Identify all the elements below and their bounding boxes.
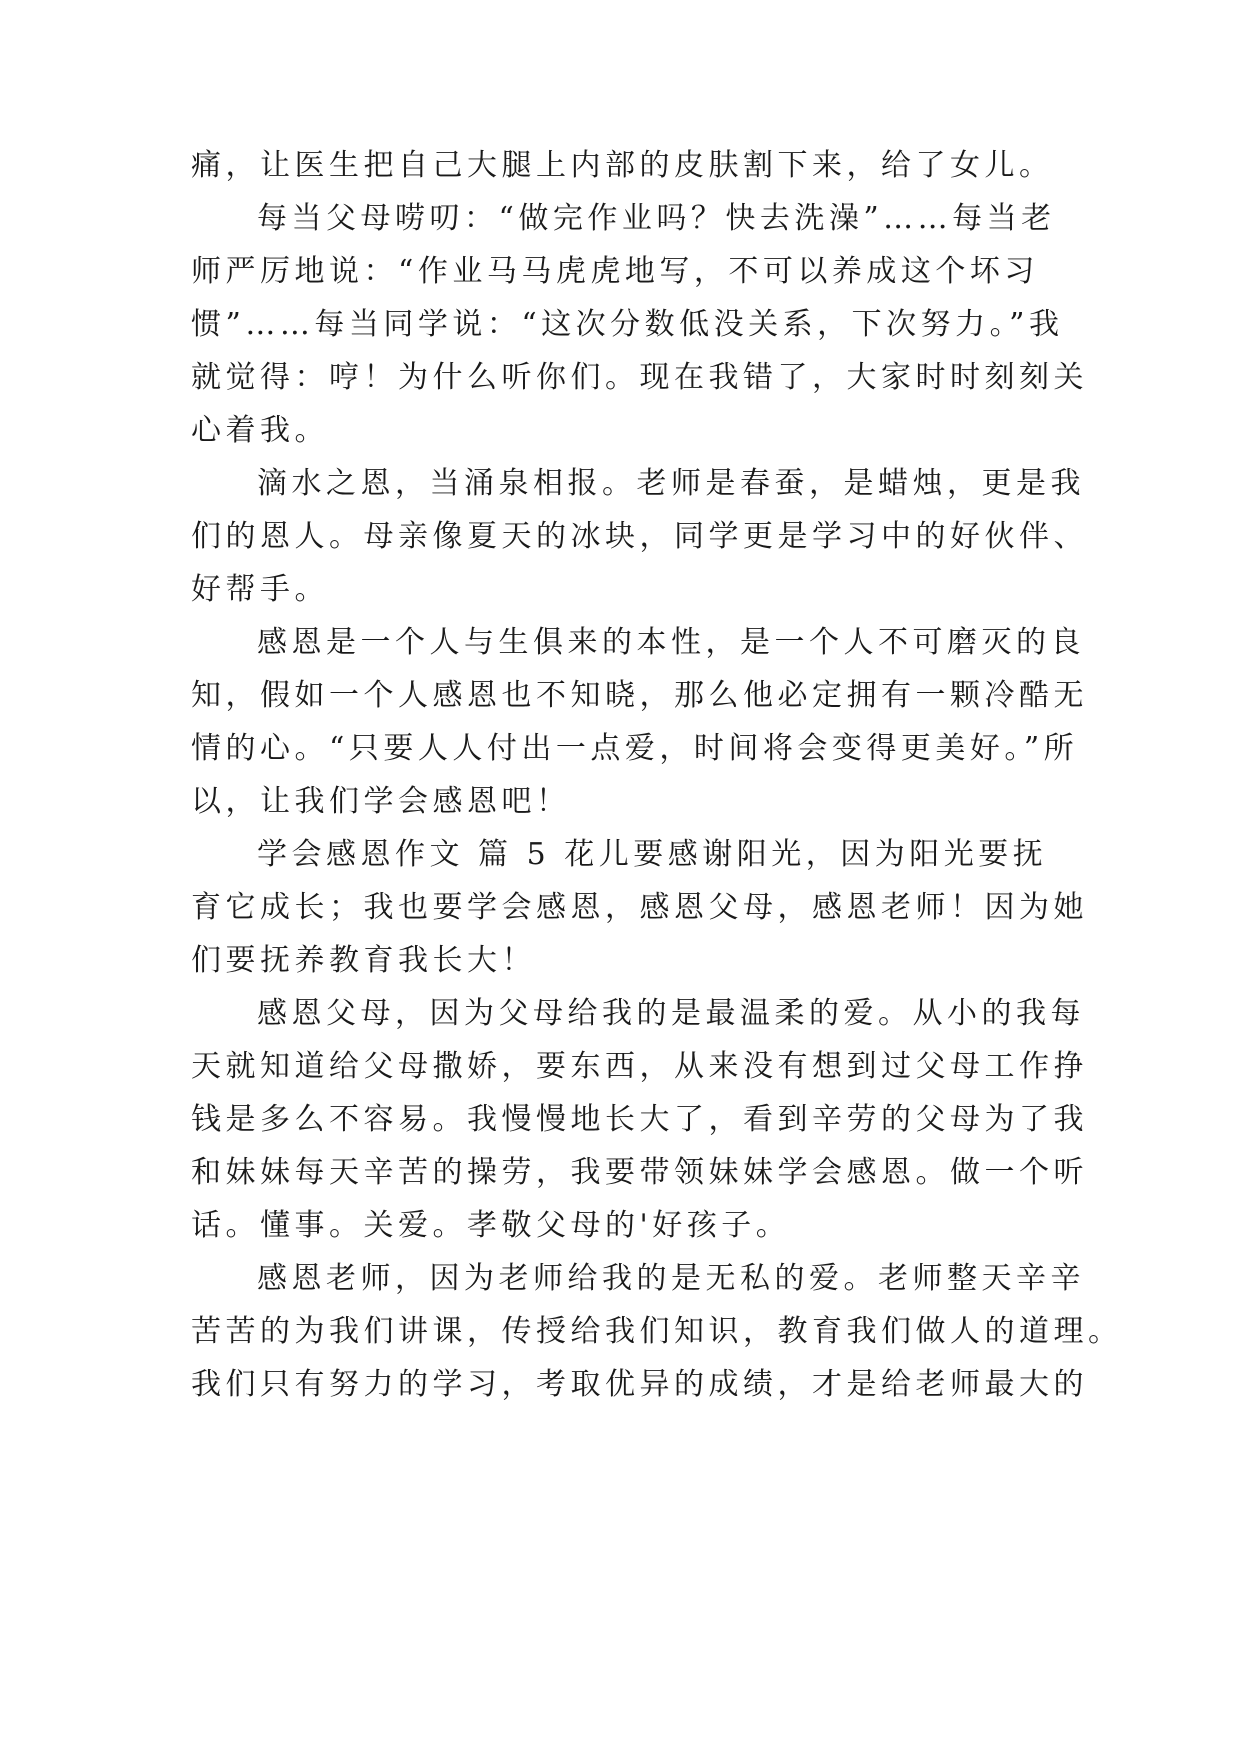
- text-line: 就觉得：哼！为什么听你们。现在我错了，大家时时刻刻关: [191, 360, 1088, 395]
- text-line: 苦苦的为我们讲课，传授给我们知识，教育我们做人的道理。: [191, 1314, 1123, 1349]
- text-line: 育它成长；我也要学会感恩，感恩父母，感恩老师！因为她: [191, 890, 1088, 925]
- text-line: 感恩父母，因为父母给我的是最温柔的爱。从小的我每: [257, 996, 1085, 1031]
- text-line: 学会感恩作文 篇 5 花儿要感谢阳光，因为阳光要抚: [257, 837, 1048, 872]
- text-line: 情的心。“只要人人付出一点爱，时间将会变得更美好。”所: [191, 731, 1079, 766]
- text-line: 以，让我们学会感恩吧！: [191, 784, 571, 819]
- text-line: 心着我。: [191, 413, 329, 448]
- text-line: 和妹妹每天辛苦的操劳，我要带领妹妹学会感恩。做一个听: [191, 1155, 1088, 1190]
- text-line: 们的恩人。母亲像夏天的冰块，同学更是学习中的好伙伴、: [191, 519, 1088, 554]
- text-line: 感恩是一个人与生俱来的本性，是一个人不可磨灭的良: [257, 625, 1085, 660]
- text-line: 滴水之恩，当涌泉相报。老师是春蚕，是蜡烛，更是我: [257, 466, 1085, 501]
- text-line: 每当父母唠叨：“做完作业吗？快去洗澡”……每当老: [257, 201, 1056, 236]
- text-line: 们要抚养教育我长大！: [191, 943, 536, 978]
- text-line: 好帮手。: [191, 572, 329, 607]
- text-line: 知，假如一个人感恩也不知晓，那么他必定拥有一颗冷酷无: [191, 678, 1088, 713]
- text-line: 惯”……每当同学说：“这次分数低没关系，下次努力。”我: [191, 307, 1064, 342]
- text-line: 我们只有努力的学习，考取优异的成绩，才是给老师最大的: [191, 1367, 1088, 1402]
- text-line: 话。懂事。关爱。孝敬父母的'好孩子。: [191, 1208, 791, 1243]
- text-line: 钱是多么不容易。我慢慢地长大了，看到辛劳的父母为了我: [191, 1102, 1088, 1137]
- text-line: 痛，让医生把自己大腿上内部的皮肤割下来，给了女儿。: [191, 148, 1054, 183]
- text-line: 天就知道给父母撒娇，要东西，从来没有想到过父母工作挣: [191, 1049, 1088, 1084]
- text-line: 感恩老师，因为老师给我的是无私的爱。老师整天辛辛: [257, 1261, 1085, 1296]
- text-line: 师严厉地说：“作业马马虎虎地写，不可以养成这个坏习: [191, 254, 1039, 289]
